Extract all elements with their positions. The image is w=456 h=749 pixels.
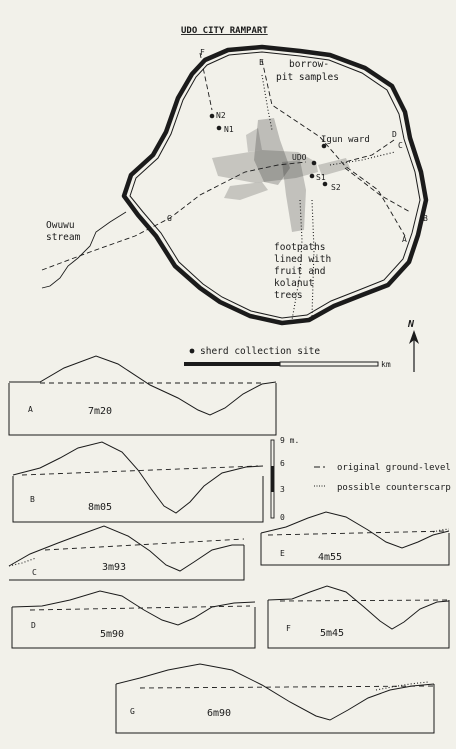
section-e-letter: E: [280, 549, 285, 558]
section-a: [9, 356, 276, 435]
scale-0: 0: [280, 513, 285, 522]
section-g-letter: G: [130, 707, 135, 716]
section-b-value: 8m05: [88, 502, 113, 513]
section-letter-a: A: [402, 235, 407, 244]
section-letter-f: F: [200, 48, 205, 57]
site-s2-dot: [323, 182, 328, 187]
section-g-ground-level: [140, 686, 434, 688]
section-e-value: 4m55: [318, 552, 343, 563]
section-c-ground-level: [45, 539, 244, 550]
section-c: [9, 526, 244, 580]
scale-9m: 9 m.: [280, 436, 300, 445]
north-arrow: [407, 319, 419, 372]
section-f: [268, 586, 449, 648]
section-g: [116, 664, 434, 733]
section-d-value: 5m90: [100, 629, 125, 640]
label-s1: S1: [316, 173, 326, 182]
label-footpaths-3: fruit and: [274, 266, 326, 277]
label-borrow-pit-1: borrow-: [289, 59, 330, 70]
scale-3: 3: [280, 485, 285, 494]
label-s2: S2: [331, 183, 341, 192]
label-footpaths-4: kolanut: [274, 278, 315, 289]
label-footpaths-2: lined with: [274, 254, 332, 265]
label-footpaths-1: footpaths: [274, 242, 326, 253]
legend-ground-level-label: original ground-level: [337, 463, 451, 473]
sherd-legend-label: sherd collection site: [200, 346, 321, 357]
section-a-letter: A: [28, 405, 33, 414]
site-n2-dot: [210, 114, 215, 119]
scale-6: 6: [280, 459, 285, 468]
label-n2: N2: [216, 111, 226, 120]
north-letter: N: [408, 319, 415, 330]
section-letter-e: E: [259, 58, 264, 67]
label-footpaths-5: trees: [274, 290, 303, 301]
section-f-letter: F: [286, 624, 291, 633]
section-letter-b: B: [423, 214, 428, 223]
section-e-profile: [261, 512, 449, 548]
label-stream-2: stream: [46, 232, 81, 243]
label-n1: N1: [224, 125, 234, 134]
section-e-ground-level: [268, 531, 449, 535]
section-g-value: 6m90: [207, 708, 232, 719]
section-f-value: 5m45: [320, 628, 345, 639]
site-n1-dot: [217, 126, 222, 131]
section-e: [261, 512, 449, 565]
section-d-ground-level: [30, 606, 250, 610]
section-d-letter: D: [31, 621, 36, 630]
label-igun-ward: Igun ward: [321, 135, 370, 145]
section-b: [13, 442, 263, 522]
section-c-letter: C: [32, 568, 37, 577]
section-b-profile: [13, 442, 263, 513]
figure-title: UDO CITY RAMPART: [181, 26, 268, 36]
section-c-value: 3m93: [102, 562, 127, 573]
section-a-value: 7m20: [88, 406, 113, 417]
section-letter-d: D: [392, 130, 397, 139]
vertical-scale: [271, 436, 299, 522]
section-line-e: [262, 60, 405, 236]
udo-dot: [312, 161, 317, 166]
km-label: km: [381, 360, 391, 369]
legend-counterscarp-label: possible counterscarp: [337, 483, 451, 493]
section-g-profile: [116, 664, 434, 720]
section-letter-c: C: [398, 141, 403, 150]
section-letter-g: G: [167, 214, 172, 223]
sherd-legend-dot: [190, 349, 195, 354]
label-borrow-pit-2: pit samples: [276, 72, 339, 83]
section-b-letter: B: [30, 495, 35, 504]
site-s1-dot: [310, 174, 315, 179]
section-c-counterscarp: [9, 558, 36, 566]
section-d: [12, 591, 255, 648]
section-f-ground-level: [280, 600, 449, 601]
rampart-map: [42, 47, 428, 323]
label-udo: UDO: [292, 153, 307, 162]
section-line-b: [345, 168, 410, 212]
km-scale-bar: [184, 360, 391, 369]
label-stream-1: Owuwu: [46, 220, 75, 231]
section-f-profile: [268, 586, 449, 629]
section-c-profile: [9, 526, 244, 571]
